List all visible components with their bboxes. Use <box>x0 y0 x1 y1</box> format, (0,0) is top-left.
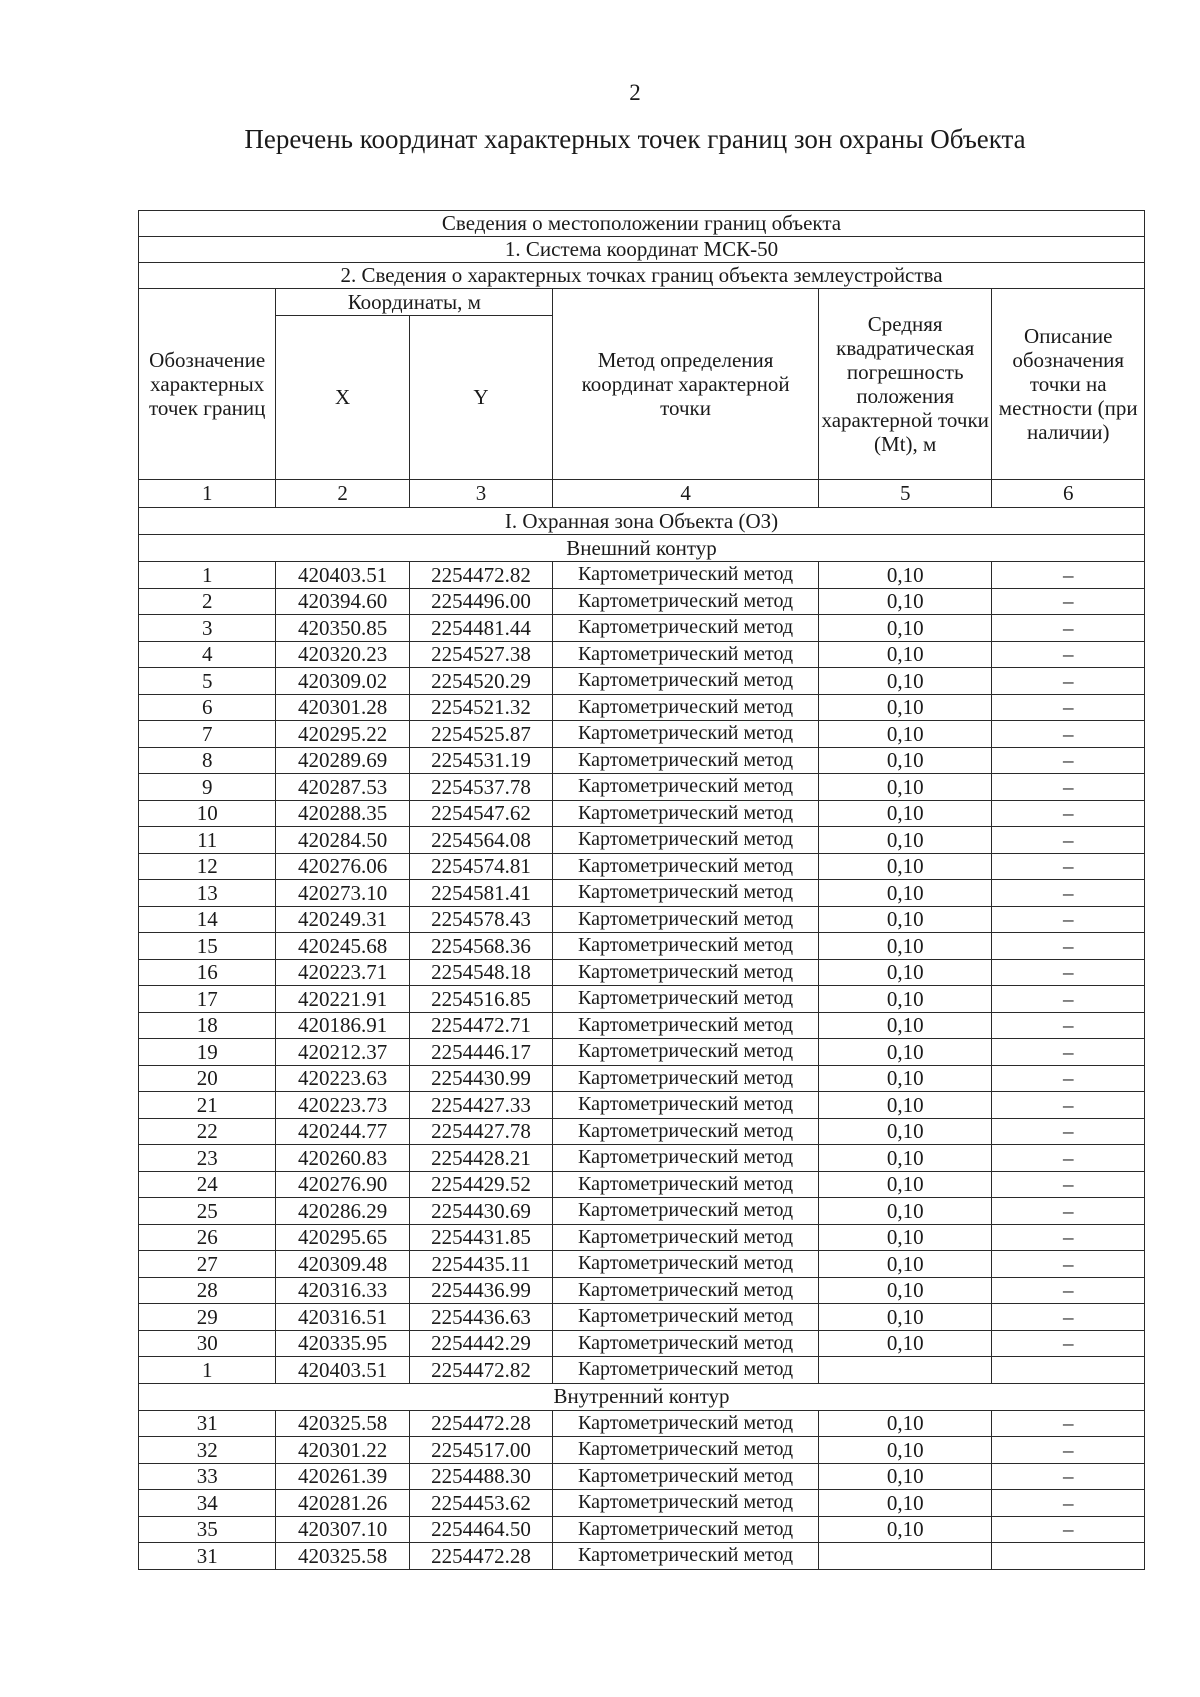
coord-x: 420245.68 <box>276 933 409 960</box>
point-description: – <box>992 1118 1145 1145</box>
coord-y: 2254464.50 <box>409 1516 552 1543</box>
point-description: – <box>992 668 1145 695</box>
coord-x: 420295.22 <box>276 721 409 748</box>
coord-x: 420325.58 <box>276 1410 409 1437</box>
point-id: 16 <box>139 959 276 986</box>
mean-error <box>818 1357 992 1384</box>
coord-y: 2254436.99 <box>409 1277 552 1304</box>
point-description: – <box>992 694 1145 721</box>
point-id: 7 <box>139 721 276 748</box>
point-id: 1 <box>139 1357 276 1384</box>
table-row <box>139 827 1145 854</box>
point-id: 27 <box>139 1251 276 1278</box>
coord-x: 420223.73 <box>276 1092 409 1119</box>
method: Картометрический метод <box>553 1490 819 1517</box>
coord-x: 420221.91 <box>276 986 409 1013</box>
point-description: – <box>992 1224 1145 1251</box>
method: Картометрический метод <box>553 1039 819 1066</box>
col-header-description: Описание обозначения точки на местности (при наличии) <box>992 289 1145 480</box>
coord-y: 2254537.78 <box>409 774 552 801</box>
mean-error: 0,10 <box>818 1490 992 1517</box>
mean-error: 0,10 <box>818 1092 992 1119</box>
coord-x: 420281.26 <box>276 1490 409 1517</box>
method: Картометрический метод <box>553 1092 819 1119</box>
mean-error: 0,10 <box>818 1304 992 1331</box>
outer-contour-title: Внешний контур <box>139 535 1145 562</box>
table-row <box>139 933 1145 960</box>
table-row <box>139 906 1145 933</box>
method: Картометрический метод <box>553 1171 819 1198</box>
table-row <box>139 986 1145 1013</box>
point-description: – <box>992 615 1145 642</box>
point-id: 4 <box>139 641 276 668</box>
table-row <box>139 747 1145 774</box>
coord-y: 2254581.41 <box>409 880 552 907</box>
coord-x: 420212.37 <box>276 1039 409 1066</box>
coord-y: 2254547.62 <box>409 800 552 827</box>
method: Картометрический метод <box>553 1516 819 1543</box>
point-id: 26 <box>139 1224 276 1251</box>
method: Картометрический метод <box>553 774 819 801</box>
method: Картометрический метод <box>553 1145 819 1172</box>
method: Картометрический метод <box>553 1198 819 1225</box>
coord-x: 420223.63 <box>276 1065 409 1092</box>
method: Картометрический метод <box>553 853 819 880</box>
mean-error: 0,10 <box>818 906 992 933</box>
coord-x: 420273.10 <box>276 880 409 907</box>
table-row <box>139 1516 1145 1543</box>
coord-y: 2254568.36 <box>409 933 552 960</box>
table-row <box>139 1357 1145 1384</box>
coord-y: 2254574.81 <box>409 853 552 880</box>
point-description: – <box>992 959 1145 986</box>
method: Картометрический метод <box>553 668 819 695</box>
coord-x: 420287.53 <box>276 774 409 801</box>
method: Картометрический метод <box>553 827 819 854</box>
coord-y: 2254516.85 <box>409 986 552 1013</box>
coord-y: 2254435.11 <box>409 1251 552 1278</box>
point-id: 34 <box>139 1490 276 1517</box>
coord-y: 2254472.82 <box>409 562 552 589</box>
table-row <box>139 1543 1145 1570</box>
point-description: – <box>992 641 1145 668</box>
mean-error: 0,10 <box>818 1251 992 1278</box>
point-id: 13 <box>139 880 276 907</box>
header-row-1 <box>139 211 1145 237</box>
location-info-header: Сведения о местоположении границ объекта <box>139 211 1145 237</box>
coord-x: 420289.69 <box>276 747 409 774</box>
table-row <box>139 853 1145 880</box>
point-description: – <box>992 1410 1145 1437</box>
point-description: – <box>992 986 1145 1013</box>
point-description: – <box>992 1516 1145 1543</box>
table-row <box>139 774 1145 801</box>
point-id: 9 <box>139 774 276 801</box>
point-description: – <box>992 933 1145 960</box>
mean-error: 0,10 <box>818 986 992 1013</box>
point-id: 31 <box>139 1410 276 1437</box>
coord-x: 420249.31 <box>276 906 409 933</box>
coord-x: 420316.51 <box>276 1304 409 1331</box>
coord-x: 420403.51 <box>276 1357 409 1384</box>
table-row <box>139 959 1145 986</box>
method: Картометрический метод <box>553 1065 819 1092</box>
point-id: 29 <box>139 1304 276 1331</box>
mean-error: 0,10 <box>818 1118 992 1145</box>
mean-error: 0,10 <box>818 827 992 854</box>
coord-x: 420186.91 <box>276 1012 409 1039</box>
coord-y: 2254429.52 <box>409 1171 552 1198</box>
table-row <box>139 1330 1145 1357</box>
coord-x: 420301.22 <box>276 1437 409 1464</box>
point-description: – <box>992 1251 1145 1278</box>
coord-y: 2254430.99 <box>409 1065 552 1092</box>
point-id: 12 <box>139 853 276 880</box>
method: Картометрический метод <box>553 1304 819 1331</box>
method: Картометрический метод <box>553 1277 819 1304</box>
coord-x: 420335.95 <box>276 1330 409 1357</box>
coord-y: 2254427.33 <box>409 1092 552 1119</box>
point-id: 31 <box>139 1543 276 1570</box>
mean-error: 0,10 <box>818 1224 992 1251</box>
coord-y: 2254442.29 <box>409 1330 552 1357</box>
point-description: – <box>992 1065 1145 1092</box>
method: Картометрический метод <box>553 588 819 615</box>
table-row <box>139 1224 1145 1251</box>
table-row <box>139 1039 1145 1066</box>
point-description: – <box>992 1490 1145 1517</box>
coord-y: 2254481.44 <box>409 615 552 642</box>
mean-error: 0,10 <box>818 1516 992 1543</box>
point-description: – <box>992 1092 1145 1119</box>
coord-y: 2254527.38 <box>409 641 552 668</box>
point-id: 17 <box>139 986 276 1013</box>
point-id: 32 <box>139 1437 276 1464</box>
coord-y: 2254472.82 <box>409 1357 552 1384</box>
method: Картометрический метод <box>553 906 819 933</box>
point-id: 28 <box>139 1277 276 1304</box>
mean-error: 0,10 <box>818 1410 992 1437</box>
coordinates-table-body <box>139 211 1145 1570</box>
table-row <box>139 1092 1145 1119</box>
point-description: – <box>992 1171 1145 1198</box>
method: Картометрический метод <box>553 933 819 960</box>
point-id: 23 <box>139 1145 276 1172</box>
coord-x: 420403.51 <box>276 562 409 589</box>
coord-y: 2254488.30 <box>409 1463 552 1490</box>
table-row <box>139 1304 1145 1331</box>
mean-error: 0,10 <box>818 774 992 801</box>
point-description: – <box>992 1145 1145 1172</box>
method: Картометрический метод <box>553 959 819 986</box>
point-id: 2 <box>139 588 276 615</box>
table-row <box>139 1490 1145 1517</box>
method: Картометрический метод <box>553 694 819 721</box>
coord-x: 420309.48 <box>276 1251 409 1278</box>
mean-error: 0,10 <box>818 668 992 695</box>
coord-y: 2254472.28 <box>409 1543 552 1570</box>
column-number-row <box>139 480 1145 508</box>
header-row-3 <box>139 263 1145 289</box>
inner-contour-title-row <box>139 1383 1145 1410</box>
point-description: – <box>992 880 1145 907</box>
coord-x: 420307.10 <box>276 1516 409 1543</box>
point-description: – <box>992 562 1145 589</box>
point-id: 18 <box>139 1012 276 1039</box>
method: Картометрический метод <box>553 1357 819 1384</box>
coord-x: 420316.33 <box>276 1277 409 1304</box>
mean-error: 0,10 <box>818 1198 992 1225</box>
point-id: 8 <box>139 747 276 774</box>
table-row <box>139 1277 1145 1304</box>
method: Картометрический метод <box>553 1330 819 1357</box>
mean-error: 0,10 <box>818 562 992 589</box>
zone-title-row <box>139 508 1145 535</box>
point-id: 14 <box>139 906 276 933</box>
method: Картометрический метод <box>553 1224 819 1251</box>
point-description: – <box>992 800 1145 827</box>
point-id: 3 <box>139 615 276 642</box>
point-id: 35 <box>139 1516 276 1543</box>
method: Картометрический метод <box>553 986 819 1013</box>
coord-y: 2254446.17 <box>409 1039 552 1066</box>
point-description: – <box>992 1277 1145 1304</box>
coord-x: 420301.28 <box>276 694 409 721</box>
method: Картометрический метод <box>553 747 819 774</box>
table-row <box>139 694 1145 721</box>
coord-y: 2254517.00 <box>409 1437 552 1464</box>
coord-x: 420276.06 <box>276 853 409 880</box>
coord-y: 2254472.71 <box>409 1012 552 1039</box>
table-row <box>139 588 1145 615</box>
point-id: 24 <box>139 1171 276 1198</box>
column-number: 5 <box>818 480 992 508</box>
col-header-points: Обозначение характерных точек границ <box>139 289 276 480</box>
coordinate-system-header: 1. Система координат МСК-50 <box>139 237 1145 263</box>
table-row <box>139 1118 1145 1145</box>
mean-error: 0,10 <box>818 615 992 642</box>
mean-error: 0,10 <box>818 1171 992 1198</box>
mean-error: 0,10 <box>818 694 992 721</box>
points-info-header: 2. Сведения о характерных точках границ объекта землеустройства <box>139 263 1145 289</box>
point-description <box>992 1543 1145 1570</box>
coord-x: 420309.02 <box>276 668 409 695</box>
col-header-error: Средняя квадратическая погрешность положения характерной точки (Mt), м <box>818 289 992 480</box>
method: Картометрический метод <box>553 880 819 907</box>
coord-y: 2254564.08 <box>409 827 552 854</box>
table-row <box>139 1171 1145 1198</box>
method: Картометрический метод <box>553 1118 819 1145</box>
point-id: 25 <box>139 1198 276 1225</box>
table-row <box>139 721 1145 748</box>
column-number: 4 <box>553 480 819 508</box>
point-description <box>992 1357 1145 1384</box>
table-row <box>139 800 1145 827</box>
coord-x: 420295.65 <box>276 1224 409 1251</box>
point-description: – <box>992 827 1145 854</box>
coord-y: 2254428.21 <box>409 1145 552 1172</box>
coord-x: 420286.29 <box>276 1198 409 1225</box>
mean-error: 0,10 <box>818 1039 992 1066</box>
mean-error: 0,10 <box>818 853 992 880</box>
point-description: – <box>992 747 1145 774</box>
table-row <box>139 615 1145 642</box>
table-row <box>139 1251 1145 1278</box>
mean-error: 0,10 <box>818 1012 992 1039</box>
mean-error: 0,10 <box>818 747 992 774</box>
table-row <box>139 1065 1145 1092</box>
point-description: – <box>992 1012 1145 1039</box>
table-row <box>139 562 1145 589</box>
table-row <box>139 668 1145 695</box>
coord-y: 2254430.69 <box>409 1198 552 1225</box>
mean-error: 0,10 <box>818 1065 992 1092</box>
coord-y: 2254427.78 <box>409 1118 552 1145</box>
method: Картометрический метод <box>553 1463 819 1490</box>
mean-error: 0,10 <box>818 641 992 668</box>
col-header-coords: Координаты, м <box>276 289 553 316</box>
coord-x: 420261.39 <box>276 1463 409 1490</box>
point-id: 33 <box>139 1463 276 1490</box>
point-description: – <box>992 1198 1145 1225</box>
method: Картометрический метод <box>553 721 819 748</box>
coord-x: 420276.90 <box>276 1171 409 1198</box>
table-row <box>139 1437 1145 1464</box>
point-id: 10 <box>139 800 276 827</box>
point-description: – <box>992 721 1145 748</box>
point-id: 6 <box>139 694 276 721</box>
mean-error <box>818 1543 992 1570</box>
col-header-x: X <box>276 316 409 480</box>
point-description: – <box>992 588 1145 615</box>
coord-x: 420223.71 <box>276 959 409 986</box>
column-number: 3 <box>409 480 552 508</box>
header-row-2 <box>139 237 1145 263</box>
coord-x: 420288.35 <box>276 800 409 827</box>
point-id: 22 <box>139 1118 276 1145</box>
mean-error: 0,10 <box>818 1277 992 1304</box>
mean-error: 0,10 <box>818 933 992 960</box>
coord-y: 2254472.28 <box>409 1410 552 1437</box>
page-title: Перечень координат характерных точек границ зон охраны Объекта <box>244 124 1026 154</box>
point-id: 11 <box>139 827 276 854</box>
coord-y: 2254431.85 <box>409 1224 552 1251</box>
coord-y: 2254531.19 <box>409 747 552 774</box>
coord-x: 420320.23 <box>276 641 409 668</box>
coord-y: 2254578.43 <box>409 906 552 933</box>
method: Картометрический метод <box>553 1410 819 1437</box>
table-row <box>139 641 1145 668</box>
mean-error: 0,10 <box>818 1463 992 1490</box>
coord-y: 2254496.00 <box>409 588 552 615</box>
coordinates-table-container <box>138 210 1145 1570</box>
point-description: – <box>992 1304 1145 1331</box>
mean-error: 0,10 <box>818 800 992 827</box>
method: Картометрический метод <box>553 1012 819 1039</box>
table-row <box>139 1012 1145 1039</box>
method: Картометрический метод <box>553 615 819 642</box>
table-row <box>139 1145 1145 1172</box>
coord-x: 420394.60 <box>276 588 409 615</box>
point-id: 1 <box>139 562 276 589</box>
point-id: 15 <box>139 933 276 960</box>
method: Картометрический метод <box>553 1251 819 1278</box>
page-number: 2 <box>629 80 641 105</box>
coord-y: 2254525.87 <box>409 721 552 748</box>
point-description: – <box>992 1039 1145 1066</box>
coord-y: 2254521.32 <box>409 694 552 721</box>
method: Картометрический метод <box>553 641 819 668</box>
mean-error: 0,10 <box>818 1145 992 1172</box>
point-id: 20 <box>139 1065 276 1092</box>
col-header-y: Y <box>409 316 552 480</box>
coordinates-table <box>138 210 1145 1570</box>
column-number: 6 <box>992 480 1145 508</box>
coord-x: 420244.77 <box>276 1118 409 1145</box>
point-id: 30 <box>139 1330 276 1357</box>
coord-x: 420350.85 <box>276 615 409 642</box>
coord-x: 420325.58 <box>276 1543 409 1570</box>
mean-error: 0,10 <box>818 1437 992 1464</box>
zone-title: I. Охранная зона Объекта (ОЗ) <box>139 508 1145 535</box>
table-row <box>139 1463 1145 1490</box>
coord-y: 2254436.63 <box>409 1304 552 1331</box>
coord-y: 2254548.18 <box>409 959 552 986</box>
point-description: – <box>992 906 1145 933</box>
mean-error: 0,10 <box>818 588 992 615</box>
column-number: 2 <box>276 480 409 508</box>
outer-contour-title-row <box>139 535 1145 562</box>
coord-y: 2254453.62 <box>409 1490 552 1517</box>
table-row <box>139 1410 1145 1437</box>
coord-x: 420260.83 <box>276 1145 409 1172</box>
coord-x: 420284.50 <box>276 827 409 854</box>
method: Картометрический метод <box>553 1437 819 1464</box>
column-header-row <box>139 289 1145 316</box>
point-description: – <box>992 853 1145 880</box>
point-description: – <box>992 1437 1145 1464</box>
mean-error: 0,10 <box>818 880 992 907</box>
point-description: – <box>992 1330 1145 1357</box>
mean-error: 0,10 <box>818 959 992 986</box>
point-description: – <box>992 774 1145 801</box>
point-description: – <box>992 1463 1145 1490</box>
point-id: 21 <box>139 1092 276 1119</box>
method: Картометрический метод <box>553 1543 819 1570</box>
mean-error: 0,10 <box>818 721 992 748</box>
point-id: 19 <box>139 1039 276 1066</box>
column-number: 1 <box>139 480 276 508</box>
inner-contour-title: Внутренний контур <box>139 1383 1145 1410</box>
table-row <box>139 1198 1145 1225</box>
col-header-method: Метод определения координат характерной точки <box>553 289 819 480</box>
coord-y: 2254520.29 <box>409 668 552 695</box>
mean-error: 0,10 <box>818 1330 992 1357</box>
table-row <box>139 880 1145 907</box>
point-id: 5 <box>139 668 276 695</box>
method: Картометрический метод <box>553 800 819 827</box>
method: Картометрический метод <box>553 562 819 589</box>
